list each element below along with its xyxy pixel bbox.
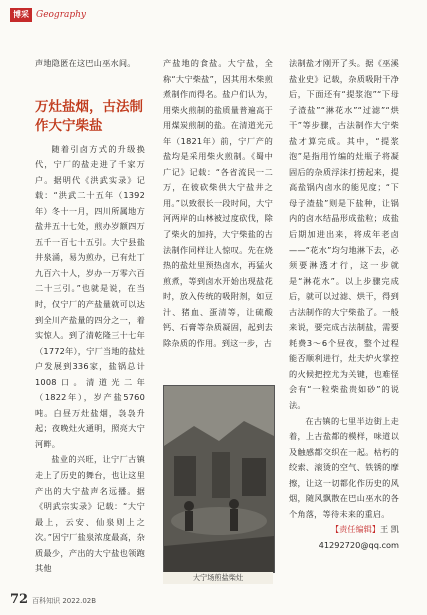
intro-paragraph: 声地隐匿在这巴山巫水间。 xyxy=(35,58,136,68)
photo-illustration xyxy=(164,386,274,572)
page-number: 72 xyxy=(10,592,29,607)
subtitle-line-2: 作大宁柴盐 xyxy=(35,117,103,134)
editor-label: 【责任编辑】 xyxy=(330,524,381,535)
article-subtitle xyxy=(35,98,145,136)
photo-caption: 大宁场煎盐柴灶 xyxy=(163,572,273,584)
body-paragraph: 盐业的兴旺，让宁厂古镇走上了历史的舞台，也让这里产出的大宁盐声名远播。据《明武宗实录》记载：“大宁最上，云安、仙泉则上之次。”因宁厂盐泉浓度最高，杂质最少，产出的大宁盐也领跑其他 xyxy=(35,454,145,574)
editor-email: 41292720@qq.com xyxy=(318,539,399,550)
subtitle-line-1: 万灶盐烟，古法制 xyxy=(35,98,143,115)
editor-credit xyxy=(289,522,399,538)
column-3 xyxy=(289,56,399,553)
journal-name: 百科知识 2022.02B xyxy=(32,597,97,605)
page-footer xyxy=(10,592,96,607)
section-english-name: Geography xyxy=(36,10,87,20)
column-1 xyxy=(35,56,145,577)
column-2 xyxy=(163,56,273,351)
body-paragraph: 随着引卤方式的升级换代，宁厂的盐走进了千家万户。据明代《洪武实录》记载：“洪武二十五年（1392年）冬十一月，四川所属地方盐井五十七处，煎办岁额四万五千一百七十五引。大宁县盐井泉涌，易为煎办，已有灶丁九百六十人，岁办一万零六百二十三引。”也就是说，在当时，仅宁厂的产盐量就可以达到全川产盐量的四分之一，着实惊人。到了清乾隆三十七年（1772年），宁厂当地的盐灶户发展到336家，盐锅总计1008口。清道光二年（1822年），岁产盐5760吨。白昼万灶盐烟，袅袅升起；夜晚灶火通明，照亮大宁河畔。 xyxy=(35,143,145,449)
body-paragraph: 法制盐才刚开了头。据《巫溪盐业史》记载，杂质吸附干净后，下面还有“提浆泡”“下母子渣盐”“淋花水”“过滤”“烘干”等步骤，古法制作大宁柴盐才算完成。其中，“提浆泡”是指用竹编的灶瓶子将凝固后的杂质浮沫打捞起来，提高盐锅内卤水的能见度；“下母子渣盐”则是下盐种，让锅内的卤水结晶形成盐粒；成盐后期加进出来，将成年老卤——“花水”均匀地淋下去，必须要淋透才行，这一步就是“淋花水”。以上步骤完成后，就可以过滤、烘干，得到古法制作的大宁柴盐了。一般来说，要完成古法制盐，需要耗费3～6个昼夜，整个过程能否顺利进行，灶夫炉火掌控的火候把控尤为关键，也难怪会有“一粒柴盐贵如砂”的说法。 xyxy=(289,58,399,411)
historic-photo xyxy=(163,385,275,573)
body-paragraph: 产盐地的食盐。大宁盐，全称“大宁柴盐”，因其用木柴煎煮制作而得名。盐户们认为，用柴火煎制的盐质量普遍高于用煤炭煎制的盐。在清道光元年（1821年）前，宁厂产的盐均是采用柴火煎制。《蜀中广记》记载：“各省流民一二万，在彼砍柴供大宁盐井之用。”以致很长一段时间，大宁河两岸的山林被过度砍伐，除了柴火的加持，大宁柴盐的古法制作同样让人惊叹。先在烧热的盐灶里预热卤水，再猛火煎煮，等到卤水开始出现盐花时，放入传统的吸附剂，如豆汁、猪血、蛋清等，让硫酸钙、石膏等杂质凝固，起到去除杂质的作用。到这一步，古 xyxy=(163,58,273,348)
editor-name: 王 凯 xyxy=(380,524,399,535)
section-header xyxy=(10,7,86,23)
body-paragraph: 在古镇的七里半边街上走着，上古盐都的模样，味道以及触感都交织在一起。枯朽的绞索、滚烫的空气、铁锈的摩擦，让这一切都化作历史的风烟，随风飘散在巴山巫水的各个角落，等待未来的重启。 xyxy=(289,415,399,519)
section-badge: 博采 xyxy=(10,8,32,22)
